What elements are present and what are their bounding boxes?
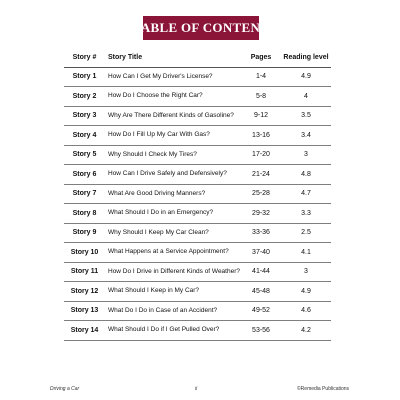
table-row xyxy=(64,67,331,87)
pages-cell: 21-24 xyxy=(241,165,281,185)
story-title-cell: How Can I Drive Safely and Defensively? xyxy=(105,165,241,185)
footer-book-title: Driving a Car xyxy=(50,386,80,392)
story-title-cell: What Do I Do in Case of an Accident? xyxy=(105,301,241,321)
story-title-cell: How Do I Fill Up My Car With Gas? xyxy=(105,126,241,146)
table-row xyxy=(64,165,331,185)
reading-level-cell: 4.2 xyxy=(281,321,331,341)
reading-level-cell: 2.5 xyxy=(281,223,331,243)
reading-level-cell: 3.4 xyxy=(281,126,331,146)
story-title-cell: How Do I Choose the Right Car? xyxy=(105,87,241,107)
pages-cell: 49-52 xyxy=(241,301,281,321)
story-number-cell: Story 2 xyxy=(64,87,105,107)
story-number-cell: Story 4 xyxy=(64,126,105,146)
table-of-contents xyxy=(64,48,331,341)
table-row xyxy=(64,204,331,224)
table-header-row xyxy=(64,48,331,67)
pages-cell: 53-56 xyxy=(241,321,281,341)
pages-cell: 1-4 xyxy=(241,67,281,87)
reading-level-cell: 4.9 xyxy=(281,282,331,302)
story-number-cell: Story 7 xyxy=(64,184,105,204)
table-row xyxy=(64,87,331,107)
table-row xyxy=(64,184,331,204)
reading-level-cell: 3 xyxy=(281,145,331,165)
story-number-cell: Story 3 xyxy=(64,106,105,126)
pages-cell: 25-28 xyxy=(241,184,281,204)
pages-cell: 17-20 xyxy=(241,145,281,165)
story-number-cell: Story 5 xyxy=(64,145,105,165)
table-row xyxy=(64,282,331,302)
reading-level-cell: 4.8 xyxy=(281,165,331,185)
reading-level-cell: 4.6 xyxy=(281,301,331,321)
page-title: TABLE OF CONTENT xyxy=(143,16,259,40)
pages-cell: 37-40 xyxy=(241,243,281,263)
story-title-cell: What Happens at a Service Appointment? xyxy=(105,243,241,263)
pages-cell: 45-48 xyxy=(241,282,281,302)
table-row xyxy=(64,126,331,146)
footer-page-number: ii xyxy=(195,386,198,392)
story-number-cell: Story 9 xyxy=(64,223,105,243)
pages-cell: 13-16 xyxy=(241,126,281,146)
header-reading-level: Reading level xyxy=(281,48,331,67)
reading-level-cell: 3.3 xyxy=(281,204,331,224)
story-title-cell: How Do I Drive in Different Kinds of Weather? xyxy=(105,262,241,282)
header-story-number: Story # xyxy=(64,48,105,67)
reading-level-cell: 3 xyxy=(281,262,331,282)
header-pages: Pages xyxy=(241,48,281,67)
pages-cell: 41-44 xyxy=(241,262,281,282)
story-title-cell: What Are Good Driving Manners? xyxy=(105,184,241,204)
story-number-cell: Story 8 xyxy=(64,204,105,224)
story-number-cell: Story 14 xyxy=(64,321,105,341)
reading-level-cell: 4 xyxy=(281,87,331,107)
table-row xyxy=(64,145,331,165)
table-row xyxy=(64,106,331,126)
footer-publisher: ©Remedia Publications xyxy=(297,386,350,392)
pages-cell: 33-36 xyxy=(241,223,281,243)
table-row xyxy=(64,321,331,341)
pages-cell: 5-8 xyxy=(241,87,281,107)
reading-level-cell: 4.7 xyxy=(281,184,331,204)
story-title-cell: How Can I Get My Driver's License? xyxy=(105,67,241,87)
reading-level-cell: 3.5 xyxy=(281,106,331,126)
story-number-cell: Story 6 xyxy=(64,165,105,185)
story-number-cell: Story 10 xyxy=(64,243,105,263)
reading-level-cell: 4.9 xyxy=(281,67,331,87)
story-title-cell: What Should I Do if I Get Pulled Over? xyxy=(105,321,241,341)
story-title-cell: Why Should I Keep My Car Clean? xyxy=(105,223,241,243)
story-number-cell: Story 11 xyxy=(64,262,105,282)
story-title-cell: Why Are There Different Kinds of Gasoline? xyxy=(105,106,241,126)
story-number-cell: Story 13 xyxy=(64,301,105,321)
table-body xyxy=(64,67,331,340)
story-title-cell: Why Should I Check My Tires? xyxy=(105,145,241,165)
header-story-title: Story Title xyxy=(105,48,241,67)
table-row xyxy=(64,223,331,243)
story-number-cell: Story 1 xyxy=(64,67,105,87)
pages-cell: 29-32 xyxy=(241,204,281,224)
story-number-cell: Story 12 xyxy=(64,282,105,302)
story-title-cell: What Should I Do in an Emergency? xyxy=(105,204,241,224)
table-row xyxy=(64,301,331,321)
table-row xyxy=(64,243,331,263)
pages-cell: 9-12 xyxy=(241,106,281,126)
table-row xyxy=(64,262,331,282)
reading-level-cell: 4.1 xyxy=(281,243,331,263)
story-title-cell: What Should I Keep in My Car? xyxy=(105,282,241,302)
